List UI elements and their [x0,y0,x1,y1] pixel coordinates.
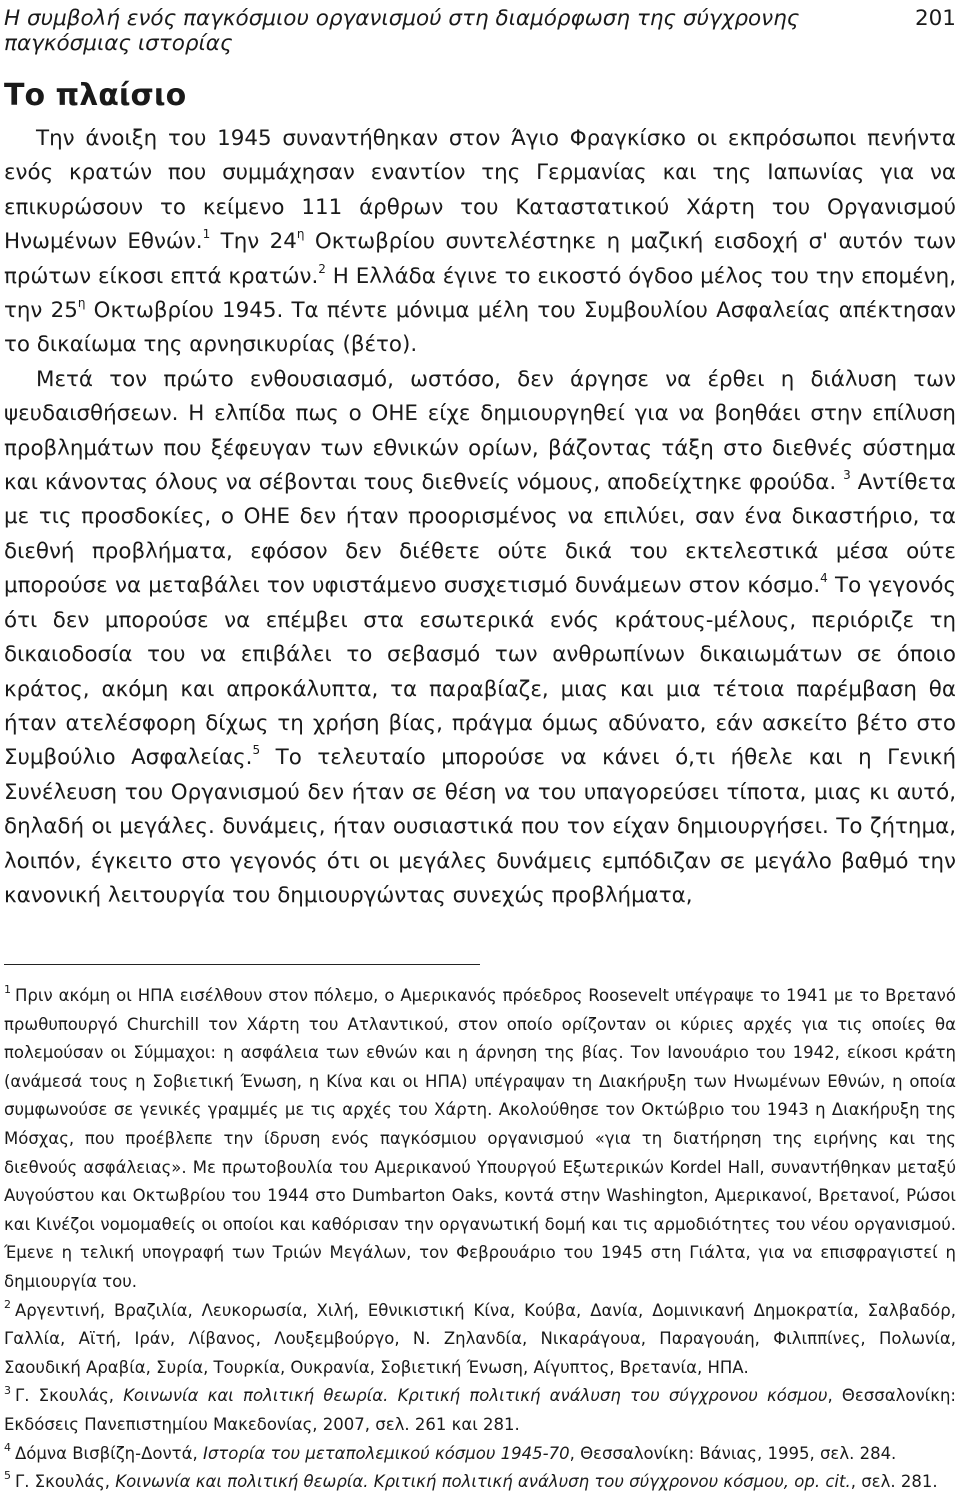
footnote-separator [4,964,480,965]
footnote-author: Γ. Σκουλάς, [15,1386,124,1406]
footnote-number: 5 [4,1469,11,1483]
footnote-author: Δόμνα Βισβίζη-Δοντά, [15,1443,203,1463]
paragraph-text: Την άνοιξη του 1945 συναντήθηκαν στον Άγιο Φραγκίσκο οι εκπρόσωποι πενήντα ενός κρατών που συμμάχησαν εναντίον της Γερμανίας και της Ιαπωνίας για να επικυρώσουν το κείμενο 111 άρθρων του Καταστατικού Χάρτη του Οργανισμού Ηνωμένων Εθνών. [4,126,956,255]
footnote-ref-5: 5 [252,743,261,758]
footnote-ref-1: 1 [202,227,211,242]
footnote-book-title: Κοινωνία και πολιτική θεωρία. Κριτική πολιτική ανάλυση του σύγχρονου κόσμου [123,1386,828,1406]
footnote-number: 2 [4,1297,11,1311]
footnote-2 [4,1297,956,1383]
main-text [4,122,956,913]
section-title: Το πλαίσιο [4,78,187,113]
paragraph-text: Οκτωβρίου συντελέστηκε η μαζική εισδοχή σ' αυτόν των πρώτων είκοσι επτά κρατών. [4,229,956,289]
footnote-publication: , Θεσσαλονίκη: Εκδόσεις Πανεπιστημίου Μακεδονίας, 2007, σελ. 261 και 281. [4,1386,956,1434]
paragraph-text: Την 24 [210,229,297,255]
footnote-ref-3: 3 [843,467,851,482]
running-header [4,6,956,56]
footnote-text: Πριν ακόμη οι ΗΠΑ εισέλθουν στον πόλεμο, ο Αμερικανός πρόεδρος Roosevelt υπέγραψε το 1941 με το Βρετανό πρωθυπουργό Churchill τον Χάρτη του Ατλαντικού, στον οποίο ορίζονταν οι κύριες αρχές για τις οποίες θα πολεμούσαν οι Σύμμαχοι: η ασφάλεια των εθνών και η άρνηση της βίας. Τον Ιανουάριο του 1942, είκοσι κράτη (ανάμεσά τους η Σοβιετική Ένωση, η Κίνα και οι ΗΠΑ) υπέγραψαν τη Διακήρυξη των Ηνωμένων Εθνών, η οποία συμφωνούσε σε γενικές γραμμές με τις αρχές του Χάρτη. Ακολούθησε τον Οκτώβριο του 1943 η Διακήρυξη της Μόσχας, που προέβλεπε την ίδρυση ενός παγκόσμιου οργανισμού «για τη διατήρηση της ειρήνης και της διεθνούς ασφάλειας». Με πρωτοβουλία του Αμερικανού Υπουργού Εξωτερικών Kordel Hall, συναντήθηκαν μεταξύ Αυγούστου και Οκτωβρίου του 1944 στο Dumbarton Oaks, κοντά στην Washington, Αμερικανοί, Βρετανοί, Ρώσοι και Κινέζοι νομομαθείς οι οποίοι και καθόρισαν την οργανωτική δομή και τις αρμοδιότητες του νέου οργανισμού. Έμενε η τελική υπογραφή των Τριών Μεγάλων, τον Φεβρουάριο του 1945 στη Γιάλτα, για να επισφραγιστεί η δημιουργία του. [4,986,956,1291]
paragraph-2 [4,363,956,914]
footnote-book-title: Κοινωνία και πολιτική θεωρία. Κριτική πολιτική ανάλυση του σύγχρονου κόσμου, op. cit. [115,1472,851,1492]
paragraph-text: Αντίθετα με τις προσδοκίες, ο ΟΗΕ δεν ήταν προορισμένος να επιλύει, σαν ένα δικαστήριο, τα διεθνή προβλήματα, εφόσον δεν διέθετε ούτε δικά του εκτελεστικά μέσα ούτε μπορούσε να μεταβάλει τον υφιστάμενο συσχετισμό δυνάμεων στον κόσμο. [4,470,956,599]
footnote-ref-2: 2 [318,261,326,276]
footnote-number: 3 [4,1383,11,1397]
footnote-number: 4 [4,1440,11,1454]
paragraph-1 [4,122,956,363]
footnote-author: Γ. Σκουλάς, [15,1472,116,1492]
footnote-4 [4,1440,956,1469]
paragraph-text: Οκτωβρίου 1945. Τα πέντε μόνιμα μέλη του Συμβουλίου Ασφαλείας απέκτησαν το δικαίωμα της αρνησικυρίας (βέτο). [4,298,956,358]
footnote-5 [4,1468,956,1497]
footnote-publication: , Θεσσαλονίκη: Βάνιας, 1995, σελ. 284. [569,1443,897,1463]
paragraph-text: Το τελευταίο μπορούσε να κάνει ό,τι ήθελε και η Γενική Συνέλευση του Οργανισμού δεν ήταν σε θέση να του υπαγορεύσει τίποτα, μιας κι αυτό, δηλαδή οι μεγάλες. δυνάμεις, ήταν ουσιαστικά που τον είχαν δημιουργήσει. Το ζήτημα, λοιπόν, έγκειτο στο γεγονός ότι οι μεγάλες δυνάμεις εμπόδιζαν σε μεγάλο βαθμό την κανονική λειτουργία του δημιουργώντας συνεχώς προβλήματα, [4,745,957,908]
footnote-book-title: Ιστορία του μεταπολεμικού κόσμου 1945-70 [202,1443,570,1463]
footnote-3 [4,1382,956,1439]
ordinal-suffix: η [296,227,305,242]
paragraph-text: Η Ελλάδα έγινε το εικοστό όγδοο μέλος του την επομένη, την 25 [4,263,956,324]
footnote-publication: , σελ. 281. [850,1472,938,1492]
footnote-ref-4: 4 [820,571,828,586]
page-number: 201 [914,6,956,31]
footnote-text: Αργεντινή, Βραζιλία, Λευκορωσία, Χιλή, Εθνικιστική Κίνα, Κούβα, Δανία, Δομινικανή Δημοκρατία, Σαλβαδόρ, Γαλλία, Αϊτή, Ιράν, Λίβανος, Λουξεμβούργο, Ν. Ζηλανδία, Νικαράγουα, Παραγουάη, Φιλιππίνες, Πολωνία, Σαουδική Αραβία, Συρία, Τουρκία, Ουκρανία, Σοβιετική Ένωση, Αίγυπτος, Βρετανία, ΗΠΑ. [4,1300,956,1377]
running-title: Η συμβολή ενός παγκόσμιου οργανισμού στη διαμόρφωση της σύγχρονης παγκόσμιας ιστορίας [4,6,800,56]
paragraph-text: Μετά τον πρώτο ενθουσιασμό, ωστόσο, δεν άργησε να έρθει η διάλυση των ψευδαισθήσεων. Η ελπίδα πως ο ΟΗΕ είχε δημιουργηθεί για να βοηθάει στην επίλυση προβλημάτων που ξέφευγαν των εθνικών ορίων, βάζοντας τάξη στο διεθνές σύστημα και κάνοντας όλους να σέβονται τους διεθνείς νόμους, αποδείχτηκε φρούδα. [4,366,956,496]
paragraph-text: Το γεγονός ότι δεν μπορούσε να επέμβει στα εσωτερικά ενός κράτους-μέλους, περιόριζε τη δικαιοδοσία του να επιβάλει το σεβασμό των ανθρωπίνων δικαιωμάτων σε όποιο κράτος, ακόμη και απροκάλυπτα, τα παραβίαζε, μιας και μια τέτοια παρέμβαση θα ήταν ατελέσφορη δίχως τη χρήση βίας, πράγμα όμως αδύνατο, εάν ασκείτο βέτο στο Συμβούλιο Ασφαλείας. [4,573,957,771]
footnote-number: 1 [4,983,11,997]
ordinal-suffix: η [77,295,86,310]
footnote-1 [4,982,956,1297]
footnotes [4,982,956,1497]
